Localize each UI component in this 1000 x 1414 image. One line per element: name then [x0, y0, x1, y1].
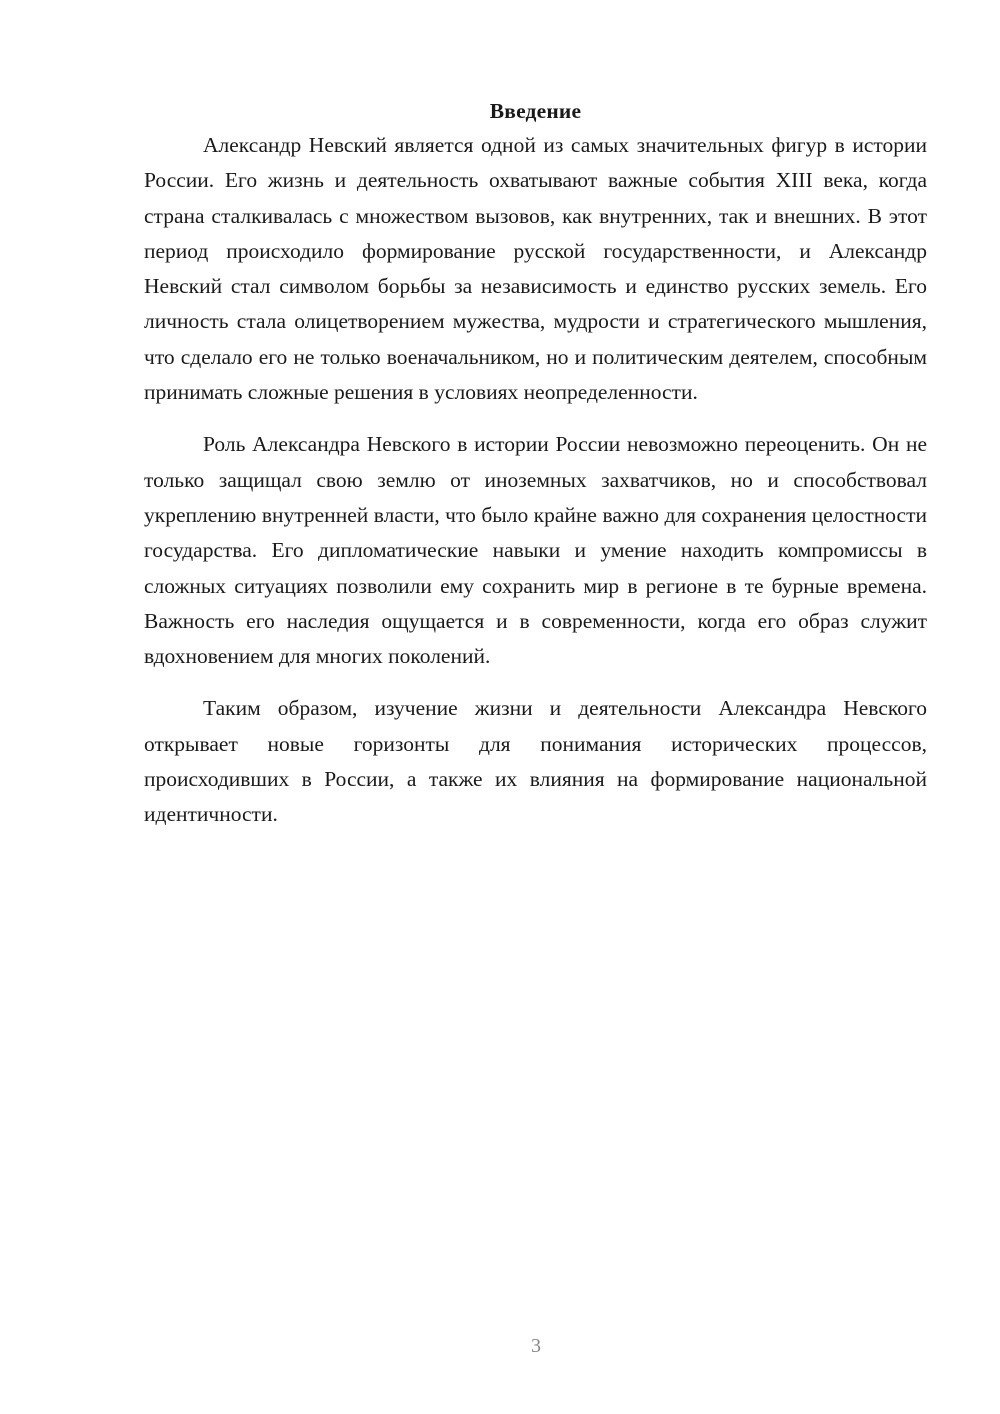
page-content: [144, 96, 927, 850]
section-title: Введение: [489, 99, 582, 123]
paragraph-1: Александр Невский является одной из самых значительных фигур в истории России. Его жизнь и деятельность охватывают важные события XIII века, когда страна сталкивалась с множеством вызовов, как внутренних, так и внешних. В этот период происходило формирование русской государственности, и Александр Невский стал символом борьбы за независимость и единство русских земель. Его личность стала олицетворением мужества, мудрости и стратегического мышления, что сделало его не только военачальником, но и политическим деятелем, способным принимать сложные решения в условиях неопределенности.: [144, 133, 927, 405]
paragraph-3: Таким образом, изучение жизни и деятельности Александра Невского открывает новые горизонты для понимания исторических процессов, происходивших в России, а также их влияния на формирование национальной идентичности.: [144, 696, 927, 827]
page-number: 3: [531, 1335, 541, 1357]
paragraph-2: Роль Александра Невского в истории России невозможно переоценить. Он не только защищал свою землю от иноземных захватчиков, но и способствовал укреплению внутренней власти, что было крайне важно для сохранения целостности государства. Его дипломатические навыки и умение находить компромиссы в сложных ситуациях позволили ему сохранить мир в регионе в те бурные времена. Важность его наследия ощущается и в современности, когда его образ служит вдохновением для многих поколений.: [144, 432, 927, 669]
